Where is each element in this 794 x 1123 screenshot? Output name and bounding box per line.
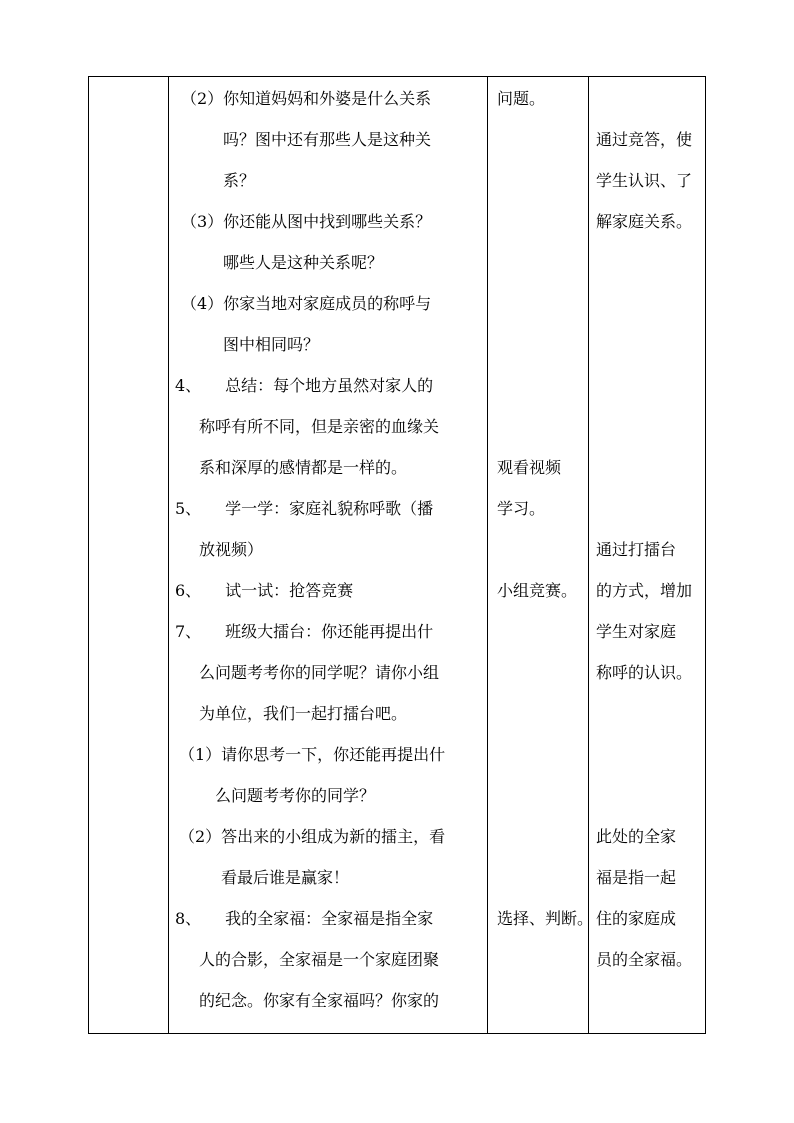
content-line: 放视频） xyxy=(199,540,264,559)
content-line: （4）你家当地对家庭成员的称呼与 xyxy=(181,294,432,313)
content-line: 6、 试一试：抢答竞赛 xyxy=(175,581,354,600)
design-intent-line: 学生认识、了 xyxy=(596,171,693,190)
content-line: 哪些人是这种关系呢？ xyxy=(223,253,384,272)
design-intent-line: 员的全家福。 xyxy=(596,950,693,969)
content-line: （1）请你思考一下，你还能再提出什 xyxy=(179,745,446,764)
content-line: 看最后谁是赢家！ xyxy=(221,868,350,887)
lesson-plan-table xyxy=(88,76,706,1034)
column-divider-3 xyxy=(588,77,589,1033)
content-line: 称呼有所不同，但是亲密的血缘关 xyxy=(199,417,440,436)
content-line: 7、 班级大擂台：你还能再提出什 xyxy=(175,622,434,641)
content-line: （2）你知道妈妈和外婆是什么关系 xyxy=(181,89,432,108)
content-line: 4、 总结：每个地方虽然对家人的 xyxy=(175,376,434,395)
content-line: 的纪念。你家有全家福吗？你家的 xyxy=(199,991,440,1010)
content-line: 么问题考考你的同学呢？请你小组 xyxy=(199,663,440,682)
content-line: 为单位，我们一起打擂台吧。 xyxy=(199,704,408,723)
content-line: 么问题考考你的同学？ xyxy=(215,786,376,805)
content-line: 系？ xyxy=(223,171,256,190)
content-line: 5、 学一学：家庭礼貌称呼歌（播 xyxy=(175,499,434,518)
column-divider-2 xyxy=(487,77,488,1033)
student-activity-line: 选择、判断。 xyxy=(497,909,594,928)
design-intent-line: 解家庭关系。 xyxy=(596,212,693,231)
design-intent-line: 通过竞答，使 xyxy=(596,130,693,149)
content-line: （2）答出来的小组成为新的擂主，看 xyxy=(179,827,446,846)
design-intent-line: 的方式，增加 xyxy=(596,581,693,600)
design-intent-line: 此处的全家 xyxy=(596,827,677,846)
column-divider-1 xyxy=(168,77,169,1033)
design-intent-line: 福是指一起 xyxy=(596,868,677,887)
student-activity-line: 观看视频 xyxy=(497,458,562,477)
student-activity-line: 学习。 xyxy=(497,499,546,518)
design-intent-line: 通过打擂台 xyxy=(596,540,677,559)
content-line: 系和深厚的感情都是一样的。 xyxy=(199,458,408,477)
student-activity-line: 小组竞赛。 xyxy=(497,581,578,600)
content-line: （3）你还能从图中找到哪些关系？ xyxy=(181,212,432,231)
content-line: 吗？图中还有那些人是这种关 xyxy=(223,130,432,149)
student-activity-line: 问题。 xyxy=(497,89,546,108)
content-line: 人的合影，全家福是一个家庭团聚 xyxy=(199,950,440,969)
content-line: 图中相同吗？ xyxy=(223,335,320,354)
content-line: 8、 我的全家福：全家福是指全家 xyxy=(175,909,434,928)
design-intent-line: 学生对家庭 xyxy=(596,622,677,641)
design-intent-line: 住的家庭成 xyxy=(596,909,677,928)
design-intent-line: 称呼的认识。 xyxy=(596,663,693,682)
